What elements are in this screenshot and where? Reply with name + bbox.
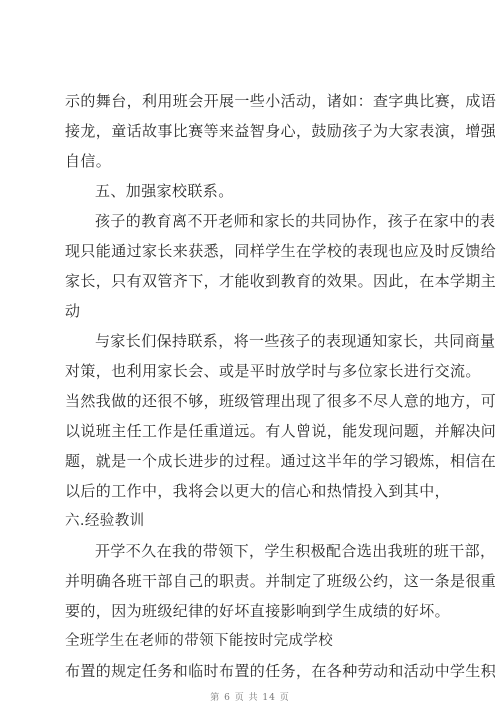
text-line: 布置的规定任务和临时布置的任务，在各种劳动和活动中学生积	[65, 662, 497, 680]
text-line: 以说班主任工作是任重道远。有人曾说，能发现问题，并解决问	[65, 422, 497, 440]
text-line: 全班学生在老师的带领下能按时完成学校	[65, 633, 334, 649]
section-heading: 五、加强家校联系。	[95, 182, 234, 200]
text-line: 动	[65, 302, 81, 320]
text-line: 当然我做的还很不够，班级管理出现了很多不尽人意的地方，可	[65, 392, 497, 410]
text-line: 孩子的教育离不开老师和家长的共同协作，孩子在家中的表	[95, 212, 496, 230]
text-line: 现只能通过家长来获悉，同样学生在学校的表现也应及时反馈给	[65, 242, 497, 260]
text-line: 对策，也利用家长会、或是平时放学时与多位家长进行交流。	[65, 362, 481, 380]
section-heading: 六.经验教训	[65, 513, 145, 529]
text-line: 示的舞台，利用班会开展一些小活动，诸如：查字典比赛，成语	[65, 92, 497, 110]
text-line: 以后的工作中，我将会以更大的信心和热情投入到其中，	[65, 482, 451, 500]
page-number-footer: 第 6 页 共 14 页	[210, 693, 290, 703]
text-line: 题，就是一个成长进步的过程。通过这半年的学习锻炼，相信在	[65, 452, 497, 470]
text-line: 开学不久在我的带领下，学生积极配合选出我班的班干部，	[95, 542, 496, 560]
text-line: 并明确各班干部自己的职责。并制定了班级公约，这一条是很重	[65, 572, 497, 590]
text-line: 家长，只有双管齐下，才能收到教育的效果。因此，在本学期主	[65, 272, 497, 290]
text-line: 与家长们保持联系，将一些孩子的表现通知家长，共同商量	[95, 332, 496, 350]
text-line: 接龙，童话故事比赛等来益智身心，鼓励孩子为大家表演，增强	[65, 122, 497, 140]
text-line: 要的，因为班级纪律的好坏直接影响到学生成绩的好坏。	[65, 602, 451, 620]
text-line: 自信。	[65, 152, 112, 170]
